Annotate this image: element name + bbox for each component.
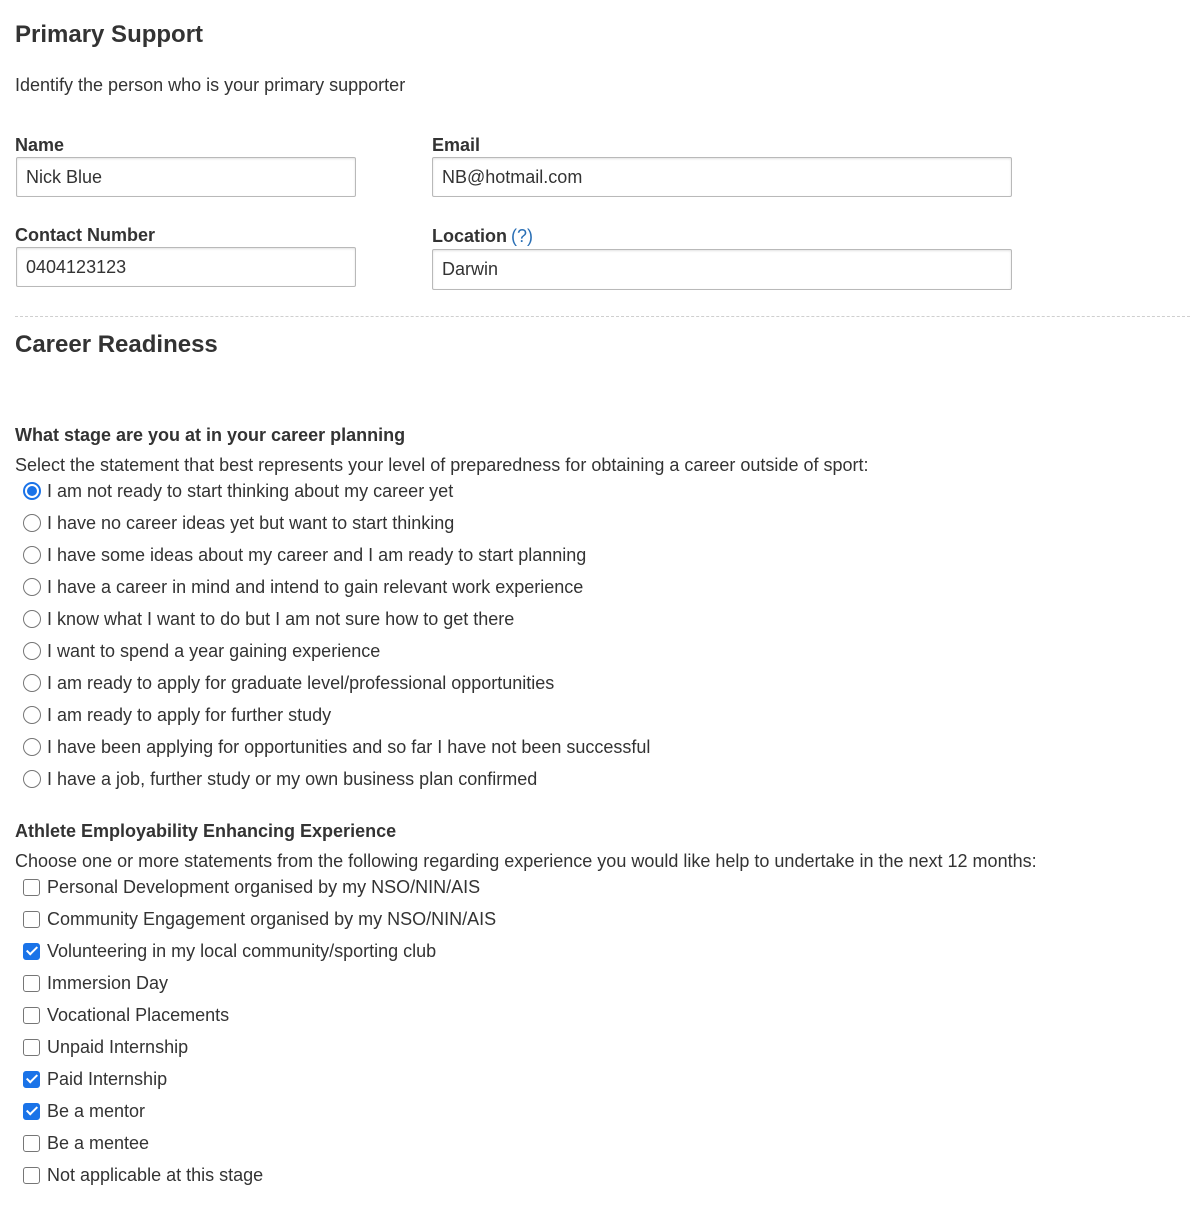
career-stage-question: What stage are you at in your career planning xyxy=(15,425,406,445)
experience-checkbox[interactable] xyxy=(23,1103,40,1120)
experience-checkbox[interactable] xyxy=(23,879,40,896)
career-stage-option-label: I want to spend a year gaining experience xyxy=(47,640,381,661)
career-stage-option-label: I have a career in mind and intend to gain relevant work experience xyxy=(47,576,584,597)
experience-option[interactable] xyxy=(23,1098,145,1124)
location-help-link[interactable]: (?) xyxy=(511,226,533,246)
career-stage-radio[interactable] xyxy=(23,610,41,628)
career-stage-option[interactable] xyxy=(23,606,514,632)
contact-number-input[interactable] xyxy=(16,247,356,287)
experience-option[interactable] xyxy=(23,938,436,964)
career-stage-radio[interactable] xyxy=(23,738,41,756)
experience-option-label: Be a mentee xyxy=(47,1132,150,1153)
career-stage-option[interactable] xyxy=(23,542,586,568)
career-stage-option-label: I am not ready to start thinking about my career yet xyxy=(47,480,454,501)
location-input[interactable] xyxy=(432,249,1012,290)
career-stage-option-label: I have some ideas about my career and I am ready to start planning xyxy=(47,544,587,565)
experience-checkbox[interactable] xyxy=(23,1071,40,1088)
experience-option[interactable] xyxy=(23,1130,149,1156)
career-stage-option[interactable] xyxy=(23,734,650,760)
career-stage-radio[interactable] xyxy=(23,770,41,788)
career-stage-option-label: I have a job, further study or my own business plan confirmed xyxy=(47,768,538,789)
career-stage-option[interactable] xyxy=(23,574,583,600)
experience-option[interactable] xyxy=(23,970,168,996)
experience-option[interactable] xyxy=(23,906,496,932)
career-stage-option-label: I have no career ideas yet but want to start thinking xyxy=(47,512,455,533)
career-stage-option[interactable] xyxy=(23,702,331,728)
name-label: Name xyxy=(15,135,65,155)
experience-checkbox[interactable] xyxy=(23,1039,40,1056)
experience-option[interactable] xyxy=(23,1162,263,1188)
career-stage-radio[interactable] xyxy=(23,546,41,564)
experience-option-label: Vocational Placements xyxy=(47,1004,230,1025)
primary-support-title: Primary Support xyxy=(15,21,204,48)
primary-support-description: Identify the person who is your primary supporter xyxy=(15,75,406,95)
career-stage-radio[interactable] xyxy=(23,482,41,500)
location-label-text: Location xyxy=(432,226,507,246)
experience-option-label: Paid Internship xyxy=(47,1068,168,1089)
location-label xyxy=(432,226,533,247)
career-stage-option-label: I am ready to apply for graduate level/professional opportunities xyxy=(47,672,555,693)
email-label: Email xyxy=(432,135,481,155)
career-stage-instruction: Select the statement that best represents your level of preparedness for obtaining a career outside of sport: xyxy=(15,455,869,475)
experience-checkbox[interactable] xyxy=(23,911,40,928)
career-stage-radio[interactable] xyxy=(23,674,41,692)
experience-option[interactable] xyxy=(23,1034,188,1060)
career-stage-option-label: I know what I want to do but I am not sure how to get there xyxy=(47,608,515,629)
experience-option[interactable] xyxy=(23,1066,167,1092)
career-stage-radio[interactable] xyxy=(23,642,41,660)
experience-option-label: Volunteering in my local community/sporting club xyxy=(47,940,437,961)
career-stage-radio[interactable] xyxy=(23,578,41,596)
experience-option[interactable] xyxy=(23,1002,229,1028)
name-input[interactable] xyxy=(16,157,356,197)
experience-option-label: Personal Development organised by my NSO/NIN/AIS xyxy=(47,876,481,897)
experience-option[interactable] xyxy=(23,874,480,900)
experience-checkbox[interactable] xyxy=(23,943,40,960)
career-stage-option[interactable] xyxy=(23,638,380,664)
experience-option-label: Community Engagement organised by my NSO/NIN/AIS xyxy=(47,908,497,929)
experience-option-label: Immersion Day xyxy=(47,972,169,993)
experience-option-label: Not applicable at this stage xyxy=(47,1164,264,1185)
experience-option-label: Unpaid Internship xyxy=(47,1036,189,1057)
career-stage-option[interactable] xyxy=(23,670,554,696)
career-stage-option[interactable] xyxy=(23,766,537,792)
experience-instruction: Choose one or more statements from the following regarding experience you would like help to undertake in the next 12 months: xyxy=(15,851,1037,871)
experience-checkbox[interactable] xyxy=(23,1007,40,1024)
experience-question: Athlete Employability Enhancing Experience xyxy=(15,821,397,841)
section-divider xyxy=(15,316,1190,317)
career-stage-radio[interactable] xyxy=(23,706,41,724)
career-stage-radio[interactable] xyxy=(23,514,41,532)
career-stage-option[interactable] xyxy=(23,478,453,504)
contact-number-label: Contact Number xyxy=(15,225,156,245)
experience-checkbox[interactable] xyxy=(23,975,40,992)
career-stage-option-label: I am ready to apply for further study xyxy=(47,704,332,725)
experience-option-label: Be a mentor xyxy=(47,1100,146,1121)
experience-checkbox[interactable] xyxy=(23,1167,40,1184)
career-stage-option[interactable] xyxy=(23,510,454,536)
career-readiness-title: Career Readiness xyxy=(15,331,218,358)
email-input[interactable] xyxy=(432,157,1012,197)
career-stage-option-label: I have been applying for opportunities and so far I have not been successful xyxy=(47,736,651,757)
experience-checkbox[interactable] xyxy=(23,1135,40,1152)
